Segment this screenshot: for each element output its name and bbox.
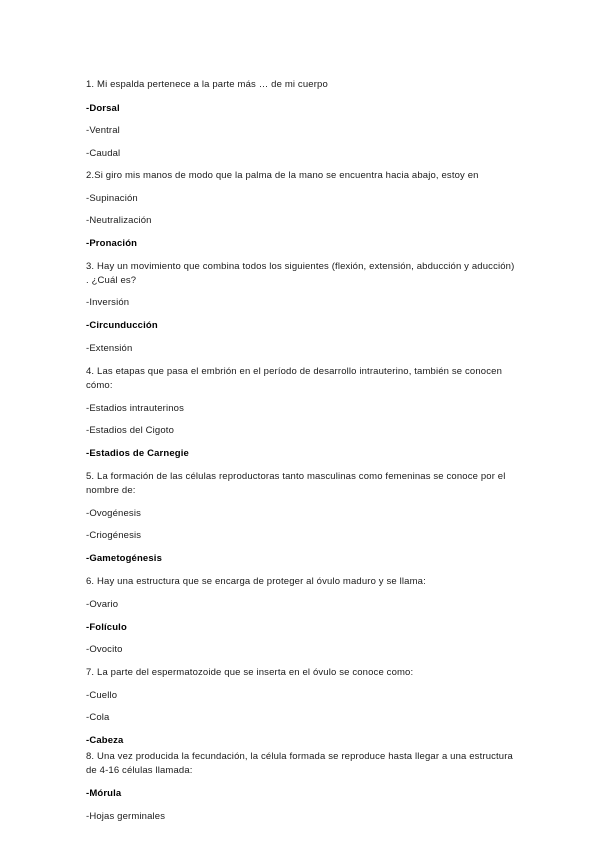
question-8-option-1: -Mórula <box>86 788 122 799</box>
question-5-prompt: 5. La formación de las células reproductoras tanto masculinas como femeninas se conoce por el nombre de: <box>86 471 506 496</box>
question-4-option-1: -Estadios intrauterinos <box>86 403 184 414</box>
question-6-prompt: 6. Hay una estructura que se encarga de proteger al óvulo maduro y se llama: <box>86 576 426 587</box>
question-2-prompt: 2.Si giro mis manos de modo que la palma de la mano se encuentra hacia abajo, estoy en <box>86 170 479 181</box>
question-6-option-2: -Folículo <box>86 622 127 633</box>
question-7-prompt: 7. La parte del espermatozoide que se inserta en el óvulo se conoce como: <box>86 667 414 678</box>
question-6-option-3: -Ovocito <box>86 644 123 655</box>
question-1-option-1: -Dorsal <box>86 103 120 114</box>
question-7-option-3: -Cabeza <box>86 735 124 746</box>
question-3-option-1: -Inversión <box>86 297 130 308</box>
question-2-option-3: -Pronación <box>86 238 138 249</box>
question-3-option-3: -Extensión <box>86 343 133 354</box>
question-7-option-1: -Cuello <box>86 690 118 701</box>
question-6-option-1: -Ovario <box>86 599 119 610</box>
question-4-option-3: -Estadios de Carnegie <box>86 448 189 459</box>
question-3-option-2: -Circunducción <box>86 320 158 331</box>
question-8-prompt: 8. Una vez producida la fecundación, la célula formada se reproduce hasta llegar a una estructura de 4-16 células llamada: <box>86 751 513 776</box>
question-1-prompt: 1. Mi espalda pertenece a la parte más … de mi cuerpo <box>86 79 328 90</box>
question-4-option-2: -Estadios del Cigoto <box>86 425 175 436</box>
question-3-prompt: 3. Hay un movimiento que combina todos los siguientes (flexión, extensión, abducción y aducción) . ¿Cuál es? <box>86 261 515 286</box>
question-1-option-3: -Caudal <box>86 148 121 159</box>
question-4-prompt: 4. Las etapas que pasa el embrión en el período de desarrollo intrauterino, también se conocen cómo: <box>86 366 502 391</box>
question-5-option-1: -Ovogénesis <box>86 508 141 519</box>
question-8-option-2: -Hojas germinales <box>86 811 166 822</box>
question-5-option-3: -Gametogénesis <box>86 553 163 564</box>
question-7-option-2: -Cola <box>86 712 110 723</box>
question-1-option-2: -Ventral <box>86 125 120 136</box>
question-2-option-2: -Neutralización <box>86 215 152 226</box>
question-2-option-1: -Supinación <box>86 193 138 204</box>
question-5-option-2: -Criogénesis <box>86 530 142 541</box>
